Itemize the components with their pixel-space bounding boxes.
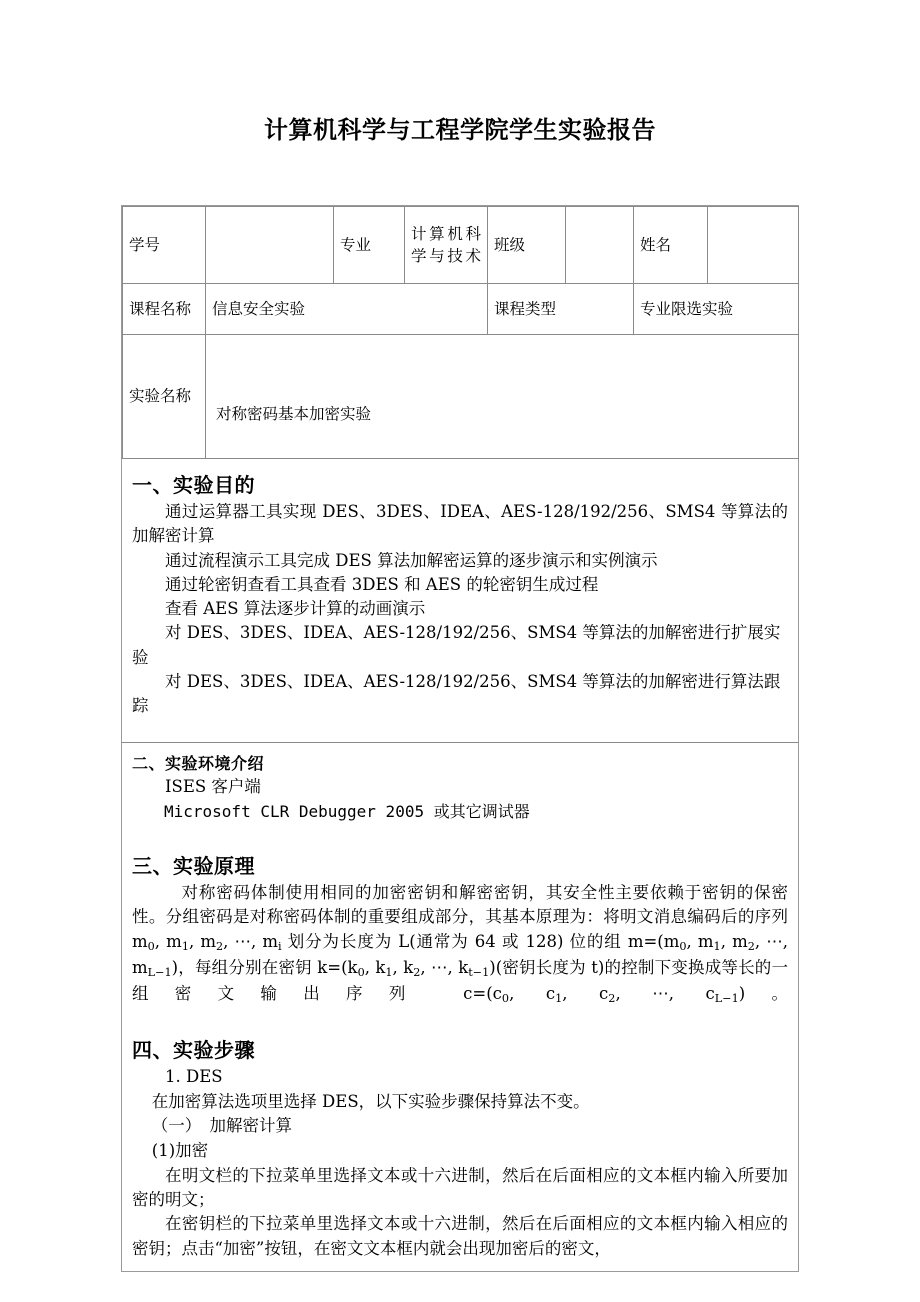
principle-text-p3: , m <box>188 932 216 951</box>
principle-sub-m0: 0 <box>147 940 155 954</box>
environment-line-2: Microsoft CLR Debugger 2005 或其它调试器 <box>164 801 530 821</box>
section-objective <box>122 459 798 742</box>
principle-text-p9: )，每组分别在密钥 k=(k <box>171 957 358 977</box>
principle-sub-mi: i <box>278 940 282 954</box>
principle-text-p17: )。 <box>738 983 789 1003</box>
principle-sub-kt1: t−1 <box>468 966 490 980</box>
principle-sub-c1: 1 <box>555 992 563 1006</box>
principle-sub-m2b: 2 <box>747 940 755 954</box>
principle-sub-mL1: L−1 <box>147 966 172 980</box>
principle-text-p14: , c <box>509 983 556 1003</box>
class-label: 班级 <box>488 207 566 284</box>
principle-sub-cL1: L−1 <box>714 992 739 1006</box>
principle-text-p16: , ⋯, c <box>615 983 715 1003</box>
course-type-value[interactable]: 专业限选实验 <box>634 284 799 335</box>
student-info-table <box>122 206 799 459</box>
principle-text-p15: , c <box>562 983 609 1003</box>
name-label: 姓名 <box>634 207 708 284</box>
steps-item-1-desc: 在加密算法选项里选择 DES，以下实验步骤保持算法不变。 <box>151 1091 590 1111</box>
table-row <box>123 335 799 459</box>
spacer <box>132 1008 788 1030</box>
name-value[interactable] <box>708 207 799 284</box>
principle-sub-k2: 2 <box>413 966 421 980</box>
course-name-value[interactable]: 信息安全实验 <box>206 284 488 335</box>
objective-line-1: 通过运算器工具实现 DES、3DES、IDEA、AES-128/192/256、SMS4 等算法的加解密计算 <box>132 502 788 546</box>
steps-sub-1: （一） 加解密计算 <box>151 1116 293 1136</box>
principle-sub-c0: 0 <box>501 992 510 1006</box>
principle-text-p7: , m <box>720 932 748 951</box>
section-steps-heading: 四、实验步骤 <box>132 1037 255 1062</box>
principle-text-p12: , ⋯, k <box>420 957 469 977</box>
principle-text-p6: , m <box>686 932 714 951</box>
principle-sub-c2: 2 <box>608 992 616 1006</box>
principle-text-part1: 对称密码体制使用相同的加密密钥和解密密钥，其安全性主要依赖于密钥的保密性。分组密码是对称密码体制的重要组成部分，其基本原理为：将明文消息编码后的序列 m <box>132 882 788 951</box>
major-value[interactable]: 计算机科学与技术 <box>405 207 488 284</box>
principle-text-p5: 划分为长度为 L(通常为 64 或 128) 位的组 m=(m <box>281 932 680 951</box>
section-objective-heading: 一、实验目的 <box>132 473 255 497</box>
principle-sub-m2: 2 <box>216 940 224 954</box>
course-name-label: 课程名称 <box>123 284 206 335</box>
section-principle-heading: 三、实验原理 <box>132 853 255 878</box>
table-row <box>123 284 799 335</box>
environment-line-1: ISES 客户端 <box>165 777 261 797</box>
table-row <box>123 207 799 284</box>
principle-text-p4: , ⋯, m <box>223 932 279 951</box>
student-id-value[interactable] <box>206 207 334 284</box>
principle-sub-k1: 1 <box>385 966 393 980</box>
section-environment-heading: 二、实验环境介绍 <box>132 754 265 774</box>
class-value[interactable] <box>566 207 634 284</box>
experiment-name-label: 实验名称 <box>123 335 206 459</box>
objective-line-4: 查看 AES 算法逐步计算的动画演示 <box>165 599 426 618</box>
principle-sub-m0b: 0 <box>679 940 687 954</box>
spacer <box>132 718 788 732</box>
principle-text-p13: )(密钥长度为 t)的控制下变换成等长的一组密文输出序列 c=(c <box>132 957 788 1003</box>
course-type-label: 课程类型 <box>488 284 634 335</box>
principle-sub-m1b: 1 <box>713 940 721 954</box>
spacer <box>132 824 788 846</box>
objective-line-3: 通过轮密钥查看工具查看 3DES 和 AES 的轮密钥生成过程 <box>165 574 599 594</box>
experiment-name-value[interactable]: 对称密码基本加密实验 <box>206 335 799 459</box>
student-id-label: 学号 <box>123 207 206 284</box>
objective-line-2: 通过流程演示工具完成 DES 算法加解密运算的逐步演示和实例演示 <box>165 550 658 570</box>
principle-text-p2: , m <box>154 932 182 951</box>
page-title: 计算机科学与工程学院学生实验报告 <box>264 116 656 144</box>
steps-sub-1a: (1)加密 <box>151 1141 209 1161</box>
principle-text-p10: , k <box>364 957 386 977</box>
steps-paragraph-1: 在明文栏的下拉菜单里选择文本或十六进制，然后在后面相应的文本框内输入所要加密的明文； <box>132 1165 788 1210</box>
principle-text-p8: , ⋯, m <box>132 932 788 977</box>
principle-sub-m1: 1 <box>181 940 189 954</box>
document-frame <box>121 205 799 1272</box>
objective-line-5: 对 DES、3DES、IDEA、AES-128/192/256、SMS4 等算法的加解密进行扩展实验 <box>132 623 781 667</box>
principle-sub-k0: 0 <box>357 966 365 980</box>
principle-text-p11: , k <box>392 957 414 977</box>
principle-paragraph <box>132 881 788 1008</box>
major-label: 专业 <box>334 207 405 284</box>
steps-paragraph-2: 在密钥栏的下拉菜单里选择文本或十六进制，然后在后面相应的文本框内输入相应的密钥；点击“加密”按钮，在密文文本框内就会出现加密后的密文， <box>132 1214 788 1258</box>
section-environment <box>122 742 798 1271</box>
steps-item-1: 1. DES <box>165 1066 223 1086</box>
objective-line-6: 对 DES、3DES、IDEA、AES-128/192/256、SMS4 等算法的加解密进行算法跟踪 <box>132 671 781 715</box>
